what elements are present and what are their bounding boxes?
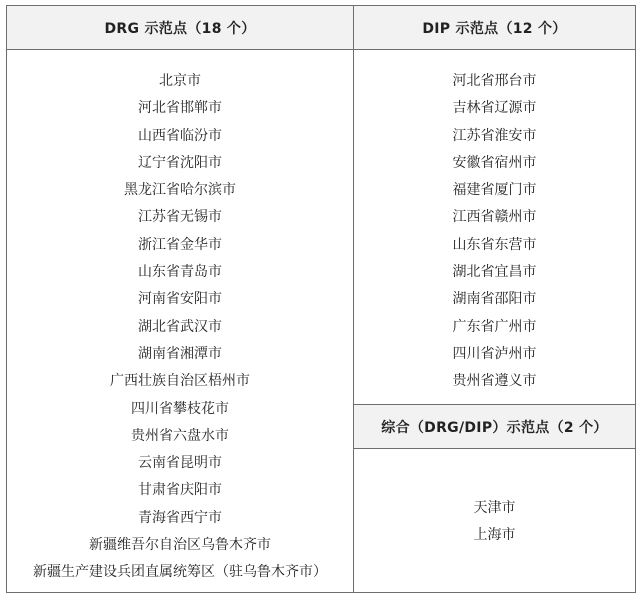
list-item: 辽宁省沈阳市 (138, 154, 222, 171)
mixed-header: 综合（DRG/DIP）示范点（2 个） (354, 405, 635, 449)
list-item: 湖北省宜昌市 (452, 264, 537, 281)
list-item: 新疆生产建设兵团直属统筹区（驻乌鲁木齐市） (33, 564, 327, 581)
drg-column (7, 6, 354, 592)
list-item: 云南省昆明市 (138, 455, 222, 472)
list-item: 黑龙江省哈尔滨市 (124, 182, 236, 199)
list-item: 河北省邢台市 (452, 73, 537, 89)
demonstration-sites-table (6, 5, 636, 593)
list-item: 甘肃省庆阳市 (138, 482, 222, 499)
list-item: 湖南省湘潭市 (138, 345, 222, 362)
list-item: 江西省赣州市 (452, 209, 537, 226)
drg-header: DRG 示范点（18 个） (7, 6, 353, 50)
list-item: 青海省西宁市 (138, 509, 222, 526)
list-item: 安徽省宿州市 (452, 154, 537, 171)
list-item: 湖南省邵阳市 (452, 291, 537, 308)
drg-city-list (7, 50, 353, 587)
dip-header: DIP 示范点（12 个） (354, 6, 635, 50)
list-item: 山西省临汾市 (138, 127, 222, 144)
list-item: 四川省攀枝花市 (131, 400, 229, 417)
list-item: 江苏省淮安市 (452, 127, 537, 144)
list-item: 北京市 (159, 73, 201, 89)
list-item: 贵州省遵义市 (452, 373, 537, 390)
list-item: 山东省青岛市 (138, 264, 222, 281)
list-item: 广东省广州市 (452, 318, 537, 335)
list-item: 吉林省辽源市 (452, 100, 537, 117)
dip-and-mixed-column (354, 6, 635, 592)
list-item: 河北省邯郸市 (138, 100, 222, 117)
list-item: 福建省厦门市 (452, 182, 537, 199)
list-item: 新疆维吾尔自治区乌鲁木齐市 (89, 537, 271, 554)
list-item: 浙江省金华市 (138, 236, 222, 253)
list-item: 湖北省武汉市 (138, 318, 222, 335)
list-item: 广西壮族自治区梧州市 (110, 373, 250, 390)
list-item: 贵州省六盘水市 (131, 427, 229, 444)
list-item: 四川省泸州市 (452, 345, 537, 362)
list-item: 山东省东营市 (452, 236, 537, 253)
list-item: 上海市 (473, 527, 516, 544)
list-item: 天津市 (473, 500, 516, 516)
list-item: 江苏省无锡市 (138, 209, 222, 226)
dip-city-list (354, 50, 635, 405)
list-item: 河南省安阳市 (138, 291, 222, 308)
mixed-city-list (354, 449, 635, 550)
